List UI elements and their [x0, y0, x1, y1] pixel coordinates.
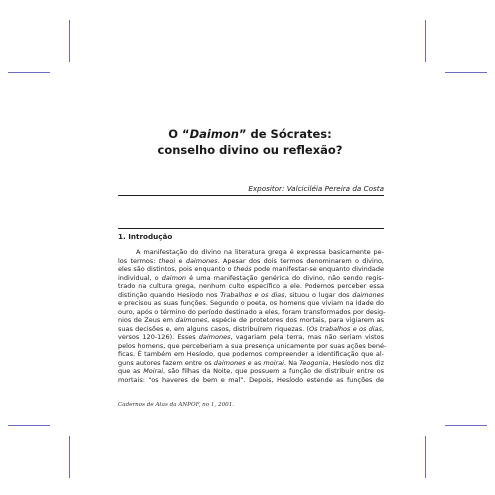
crop-mark	[69, 20, 70, 62]
body-line: distinção quando Hesíodo nos Trabalhos e os dias, situou o lugar dos daimones	[118, 290, 384, 299]
body-line: A manifestação do divino na literatura grega é expressa basicamente pe-	[136, 248, 384, 256]
section-divider	[118, 228, 384, 229]
body-text	[118, 248, 387, 384]
section-heading: 1. Introdução	[118, 232, 173, 241]
crop-mark	[445, 425, 487, 426]
crop-mark	[69, 436, 70, 478]
body-line: eles são distintos, pois enquanto o theós pode manifestar-se enquanto divindade	[118, 265, 385, 273]
crop-mark	[8, 72, 50, 73]
crop-mark	[8, 425, 50, 426]
title-italic-daimon: Daimon	[189, 127, 239, 141]
title-line-2: conselho divino ou reflexão?	[157, 143, 343, 157]
body-line: los termos: theoi e daimones. Apesar dos dois termos denominarem o divino,	[118, 256, 384, 265]
crop-mark	[425, 20, 426, 62]
title-line-1: O “Daimon” de Sócrates:	[168, 127, 332, 141]
expositor-line: Expositor: Valciciléia Pereira da Costa	[118, 184, 384, 196]
body-line: e precisou as suas funções. Segundo o poeta, os homens que viviam na idade do	[118, 299, 384, 307]
body-line: ouro, após o término do período destinado a eles, foram transformados por desig-	[118, 307, 386, 316]
body-line: individual, o daimon é uma manifestação genérica do divino, não sendo regis-	[118, 273, 384, 282]
body-line: guns autores fazem entre os daimones e as moirai. Na Teogonia, Hesíodo nos diz	[118, 358, 385, 367]
body-line: pelos homens, que perceberiam a sua presença unicamente por suas ações bené-	[118, 341, 387, 350]
body-line: mortais: “os haveres de bem e mal”. Depois, Hesíodo estende as funções de	[118, 375, 384, 384]
footer-citation: Cadernos de Atas da ANPOF, no 1, 2001.	[118, 402, 235, 408]
crop-mark	[425, 436, 426, 478]
page-title	[100, 126, 400, 158]
body-line: suas decisões e, em alguns casos, distribuírem riquezas. (Os trabalhos e os dias,	[118, 324, 384, 333]
body-line: nios de Zeus em daimones, espécie de protetores dos mortais, para vigiarem as	[118, 316, 385, 324]
body-line: que as Moirai, são filhas da Noite, que possuem a função de distribuir entre os	[118, 367, 384, 375]
body-line: versos 120-126). Esses daimones, vagariam pela terra, mas não seriam vistos	[118, 333, 384, 341]
body-line: trado na cultura grega, nenhum culto específico a ele. Podemos perceber essa	[118, 282, 384, 290]
crop-mark	[445, 72, 487, 73]
body-line: ficas. É também em Hesíodo, que podemos compreender a identificação que al-	[118, 350, 384, 358]
